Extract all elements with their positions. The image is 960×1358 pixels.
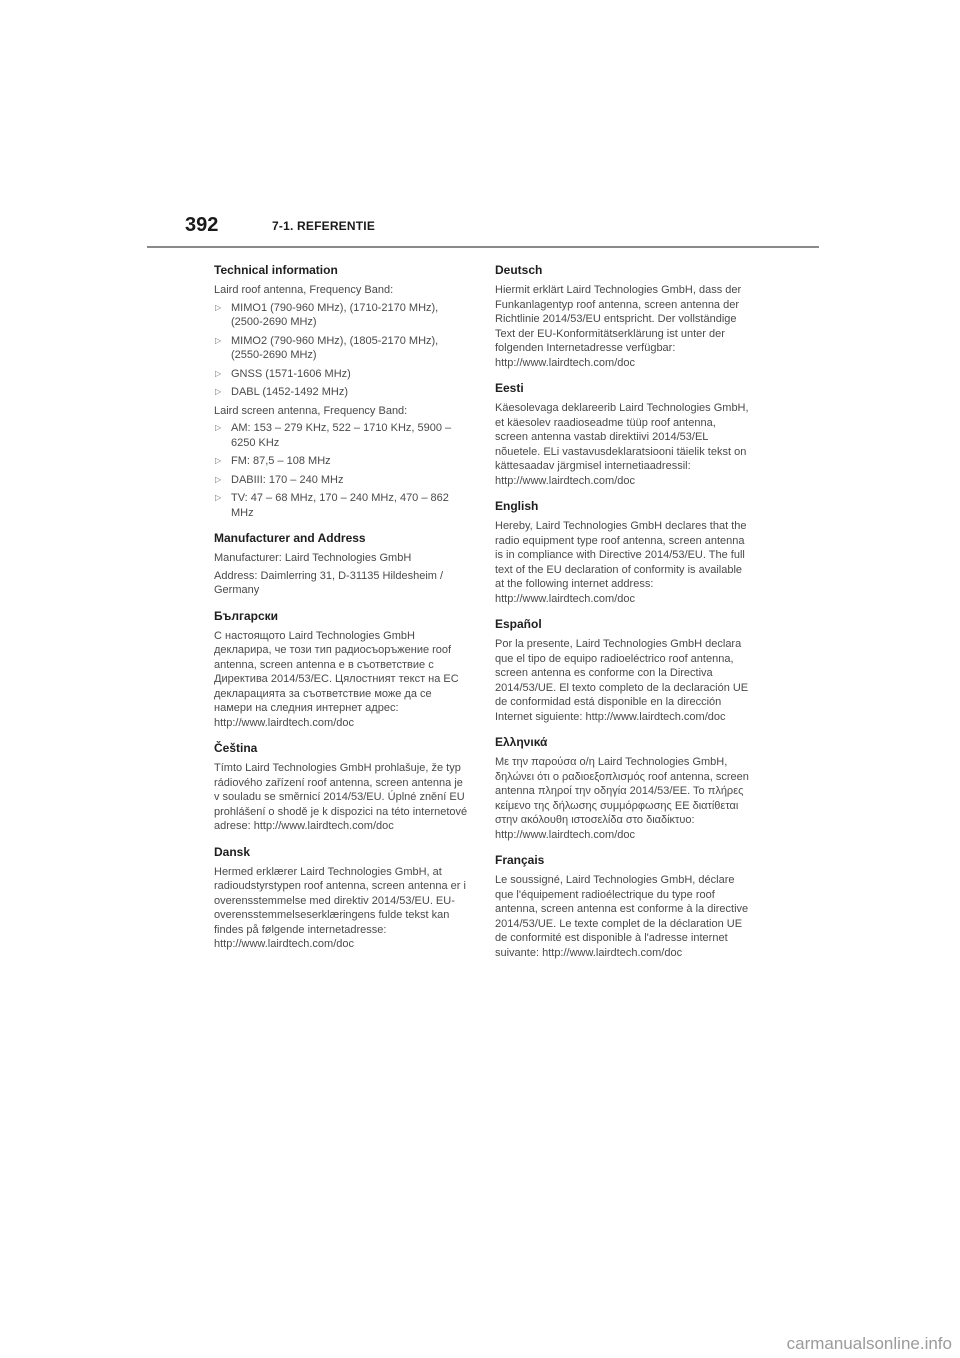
bullet-arrow-icon: ▷ bbox=[215, 387, 222, 396]
bullet-arrow-icon: ▷ bbox=[215, 302, 222, 312]
bulgarian-text: С настоящото Laird Technologies GmbH декларира, че този тип радиосъоръжение roof antenna, screen antenna е в съответствие с Директива 2014/53/ЕС. Цялостният текст на ЕС декларацията за съответствие може да се намери на следния интернет адрес: http://www.lairdtech.com/doc bbox=[214, 629, 459, 729]
greek-heading: Ελληνικά bbox=[495, 735, 548, 749]
bullet-arrow-icon: ▷ bbox=[215, 335, 222, 345]
list-item: ▷ MIMO2 (790-960 MHz), (1805-2170 MHz), (2550-2690 MHz) bbox=[215, 334, 439, 361]
technical-information-heading: Technical information bbox=[214, 263, 338, 277]
french-section bbox=[495, 852, 750, 960]
roof-antenna-bands bbox=[214, 301, 469, 400]
list-item: ▷ MIMO1 (790-960 MHz), (1710-2170 MHz), (2500-2690 MHz) bbox=[215, 301, 439, 328]
english-section bbox=[495, 498, 750, 606]
right-column bbox=[495, 262, 750, 970]
page-number: 392 bbox=[185, 214, 219, 236]
greek-text: Με την παρούσα ο/η Laird Technologies GmbH, δηλώνει ότι ο ραδιοεξοπλισμός roof antenna, screen antenna πληροί την οδηγία 2014/53/ΕΕ. Το πλήρες κείμενο της δήλωσης συμμόρφωσης ΕΕ διατίθεται στην ακόλουθη ιστοσελίδα στο διαδίκτυο: http://www.lairdtech.com/doc bbox=[495, 756, 749, 841]
page-header bbox=[147, 214, 819, 248]
bullet-arrow-icon: ▷ bbox=[215, 493, 222, 502]
bullet-arrow-icon: ▷ bbox=[215, 368, 222, 378]
german-heading: Deutsch bbox=[495, 263, 543, 277]
screen-antenna-intro: Laird screen antenna, Frequency Band: bbox=[214, 404, 408, 417]
spanish-text: Por la presente, Laird Technologies GmbH declara que el tipo de equipo radioeléctrico roof antenna, screen antenna es conforme con la Directiva 2014/53/UE. El texto completo de la declaración UE de conformidad está disponible en la dirección Internet siguiente: http://www.lairdtech.com/doc bbox=[495, 638, 749, 723]
bulgarian-heading: Български bbox=[214, 608, 279, 623]
list-item: ▷ GNSS (1571-1606 MHz) bbox=[215, 367, 351, 380]
manufacturer-section bbox=[214, 530, 469, 598]
list-item: ▷ TV: 47 – 68 MHz, 170 – 240 MHz, 470 – 862 MHz bbox=[215, 492, 449, 519]
list-item: ▷ FM: 87,5 – 108 MHz bbox=[215, 455, 331, 467]
german-section bbox=[495, 262, 750, 370]
french-heading: Français bbox=[495, 853, 545, 867]
watermark: carmanualsonline.info bbox=[786, 1334, 952, 1353]
german-text: Hiermit erklärt Laird Technologies GmbH, dass der Funkanlagentyp roof antenna, screen antenna der Richtlinie 2014/53/EU entspricht. Der vollständige Text der EU-Konformitätserklärung ist unter der folgenden Internetadresse verfügbar: http://www.lairdtech.com/doc bbox=[495, 284, 742, 369]
czech-heading: Čeština bbox=[214, 741, 258, 755]
greek-section bbox=[495, 734, 750, 842]
bulgarian-section bbox=[214, 608, 469, 731]
estonian-heading: Eesti bbox=[495, 381, 524, 395]
roof-antenna-intro: Laird roof antenna, Frequency Band: bbox=[214, 284, 394, 296]
left-column bbox=[214, 262, 469, 962]
danish-text: Hermed erklærer Laird Technologies GmbH, at radioudstyrstypen roof antenna, screen antenna er i overensstemmelse med direktiv 2014/53/EU. EU-overensstemmelseserklæringens fulde tekst kan findes på følgende internetadresse: http://www.lairdtech.com/doc bbox=[214, 865, 466, 950]
spanish-heading: Español bbox=[495, 617, 542, 631]
address-line: Address: Daimlerring 31, D-31135 Hildesheim / Germany bbox=[214, 569, 444, 596]
list-item: ▷ DABIII: 170 – 240 MHz bbox=[215, 473, 344, 486]
spanish-section bbox=[495, 616, 750, 724]
estonian-text: Käesolevaga deklareerib Laird Technologies GmbH, et käesolev raadioseadme tüüp roof antenna, screen antenna vastab direktiivi 2014/53/EL nõuetele. ELi vastavusdeklaratsiooni täielik tekst on kättesaadav järgmisel internetiaadressil: http://www.lairdtech.com/doc bbox=[495, 402, 749, 487]
bullet-arrow-icon: ▷ bbox=[215, 474, 222, 484]
danish-section bbox=[214, 844, 469, 952]
english-heading: English bbox=[495, 499, 539, 513]
technical-information-section bbox=[214, 262, 469, 520]
danish-heading: Dansk bbox=[214, 844, 251, 859]
english-text: Hereby, Laird Technologies GmbH declares that the radio equipment type roof antenna, screen antenna is in compliance with Directive 2014/53/EU. The full text of the EU declaration of conformity is available at the following internet address: http://www.lairdtech.com/doc bbox=[495, 520, 747, 605]
manufacturer-heading: Manufacturer and Address bbox=[214, 531, 366, 545]
list-item: ▷ AM: 153 – 279 KHz, 522 – 1710 KHz, 5900 – 6250 KHz bbox=[215, 422, 452, 449]
estonian-section bbox=[495, 380, 750, 488]
screen-antenna-bands bbox=[214, 421, 469, 520]
chapter-title: 7-1. REFERENTIE bbox=[272, 219, 376, 233]
bullet-arrow-icon: ▷ bbox=[215, 456, 222, 465]
french-text: Le soussigné, Laird Technologies GmbH, déclare que l'équipement radioélectrique du type roof antenna, screen antenna est conforme à la directive 2014/53/UE. Le texte complet de la déclaration UE de conformité est disponible à l'adresse internet suivante: http://www.lairdtech.com/doc bbox=[495, 874, 749, 959]
manufacturer-line: Manufacturer: Laird Technologies GmbH bbox=[214, 552, 412, 564]
bullet-arrow-icon: ▷ bbox=[215, 423, 222, 432]
czech-section bbox=[214, 740, 469, 834]
list-item: ▷ DABL (1452-1492 MHz) bbox=[215, 386, 348, 398]
czech-text: Tímto Laird Technologies GmbH prohlašuje, že typ rádiového zařízení roof antenna, screen antenna je v souladu se směrnicí 2014/53/EU. Úplné znění EU prohlášení o shodě je k dispozici na této internetové adrese: http://www.lairdtech.com/doc bbox=[214, 762, 468, 832]
